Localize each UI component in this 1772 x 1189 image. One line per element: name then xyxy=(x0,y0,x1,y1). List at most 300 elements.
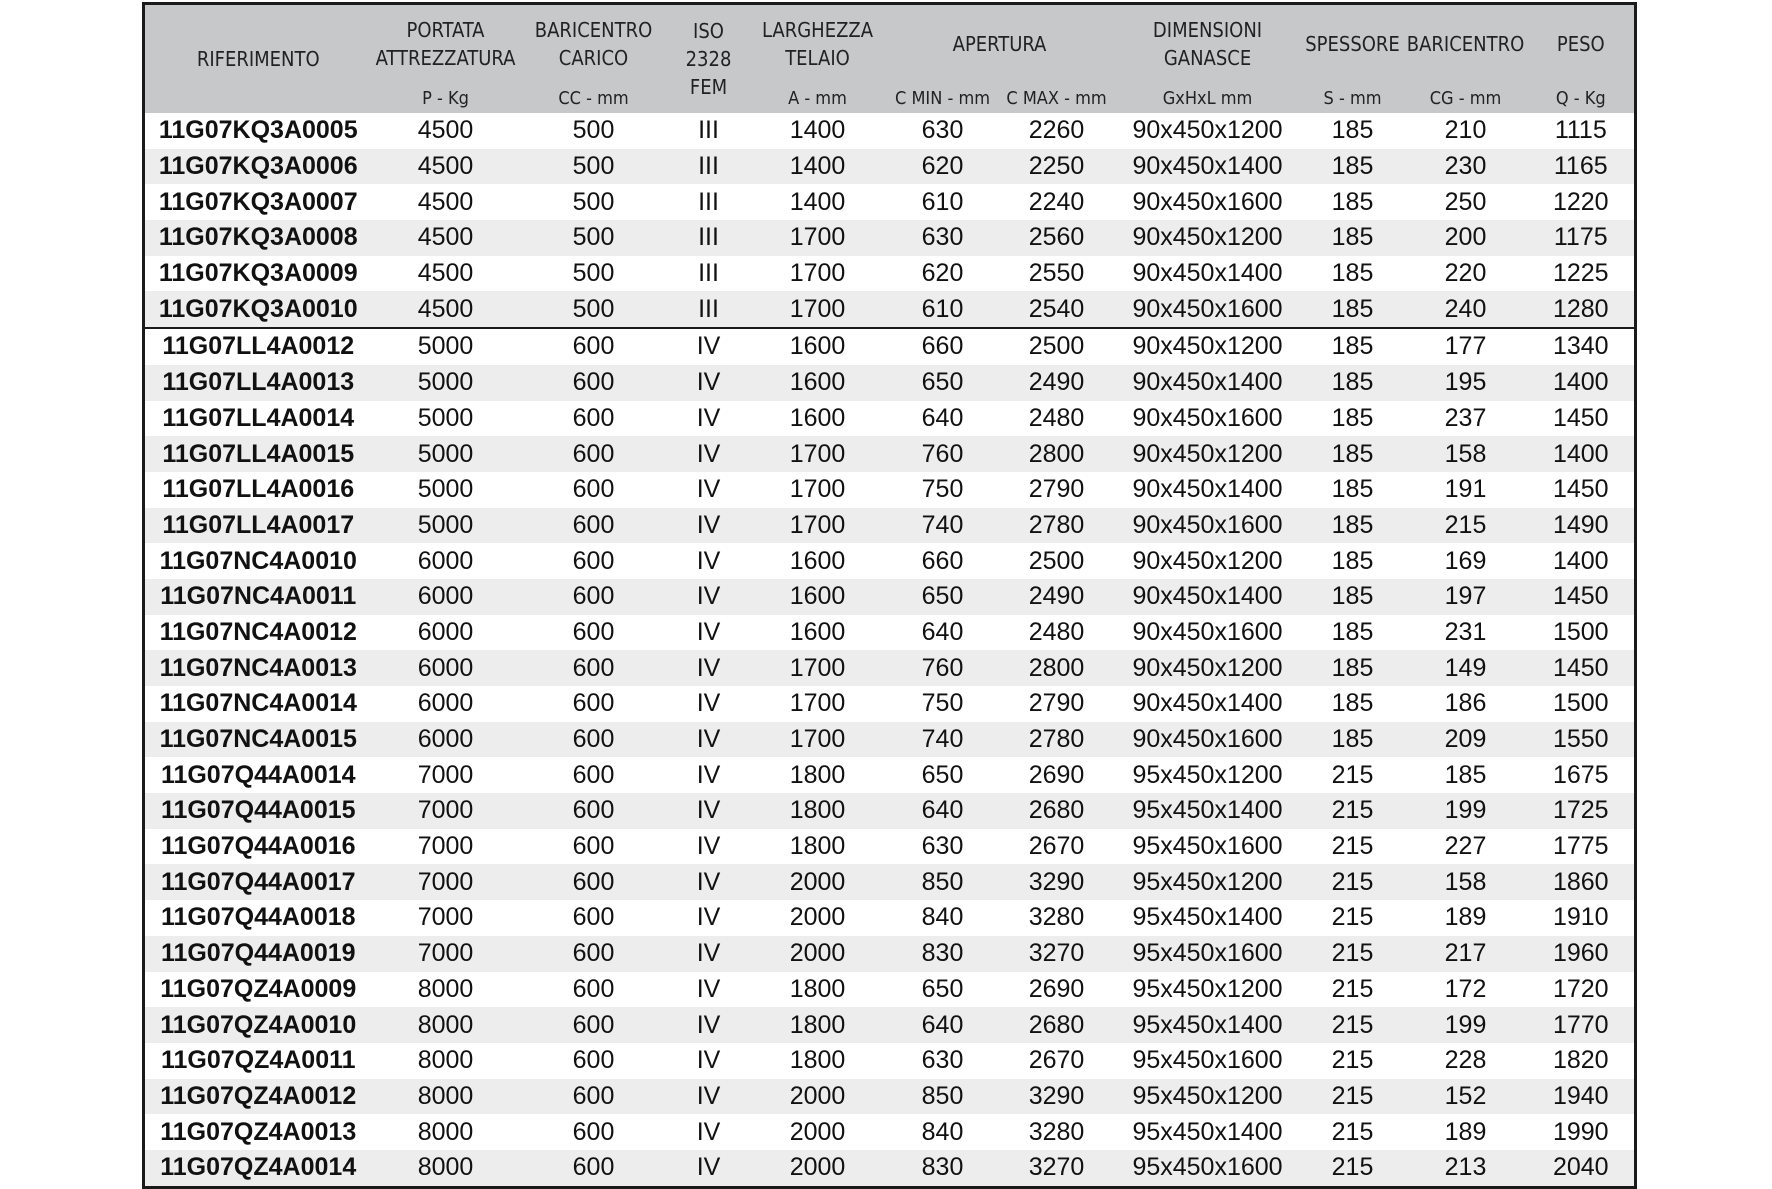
cell-cmax: 2490 xyxy=(1000,365,1114,401)
cell-portata: 4500 xyxy=(417,116,474,145)
cell-baricentro-carico: 600 xyxy=(572,546,615,575)
cell-dimensioni: 90x450x1400 xyxy=(1114,365,1302,401)
cell-spessore: 215 xyxy=(1302,864,1404,900)
cell-dimensioni: 90x450x1400 xyxy=(1114,579,1302,615)
cell-spessore: 185 xyxy=(1302,220,1404,256)
cell-larghezza: 1400 xyxy=(789,116,846,145)
cell-portata: 8000 xyxy=(372,1007,520,1043)
cell-baricentro: 149 xyxy=(1404,650,1528,686)
cell-spessore: 185 xyxy=(1302,291,1404,328)
cell-larghezza: 2000 xyxy=(750,864,886,900)
cell-cmax: 2480 xyxy=(1028,403,1085,432)
cell-cmin: 840 xyxy=(921,903,964,932)
cell-cmin: 850 xyxy=(886,864,1000,900)
cell-cmax: 2790 xyxy=(1028,689,1085,718)
cell-baricentro-carico: 600 xyxy=(572,617,615,646)
cell-cmax: 2500 xyxy=(1000,328,1114,365)
cell-riferimento: 11G07LL4A0016 xyxy=(162,475,355,504)
cell-baricentro-carico: 600 xyxy=(520,1007,668,1043)
cell-riferimento: 11G07NC4A0015 xyxy=(144,722,372,758)
cell-iso: IV xyxy=(668,793,750,829)
cell-riferimento: 11G07QZ4A0014 xyxy=(144,1150,372,1187)
cell-larghezza: 1600 xyxy=(750,365,886,401)
cell-riferimento: 11G07LL4A0015 xyxy=(144,436,372,472)
cell-peso: 1910 xyxy=(1552,903,1609,932)
cell-peso: 1450 xyxy=(1528,579,1636,615)
cell-spessore: 215 xyxy=(1302,1150,1404,1187)
table-row xyxy=(144,650,1636,686)
header-baricentro-carico xyxy=(520,4,668,84)
unit-dimensioni: GxHxL mm xyxy=(1114,83,1302,113)
cell-cmin: 750 xyxy=(921,475,964,504)
cell-riferimento: 11G07KQ3A0009 xyxy=(158,259,358,288)
cell-cmin: 650 xyxy=(886,579,1000,615)
cell-cmax: 2670 xyxy=(1028,832,1085,861)
cell-cmin: 650 xyxy=(921,760,964,789)
cell-baricentro-carico: 600 xyxy=(572,403,615,432)
cell-portata: 5000 xyxy=(372,508,520,544)
header-dimensioni xyxy=(1114,4,1302,84)
cell-spessore: 215 xyxy=(1302,936,1404,972)
header-larghezza-line2: TELAIO xyxy=(785,46,850,70)
cell-cmin: 660 xyxy=(921,546,964,575)
cell-iso: IV xyxy=(668,1150,750,1187)
cell-baricentro: 158 xyxy=(1404,864,1528,900)
table-row xyxy=(144,401,1636,437)
cell-peso: 1400 xyxy=(1552,546,1609,575)
cell-baricentro: 185 xyxy=(1444,760,1487,789)
header-iso-line3: FEM xyxy=(689,75,728,99)
header-baricentro-carico-line2: CARICO xyxy=(558,46,629,70)
cell-cmin: 610 xyxy=(886,291,1000,328)
cell-baricentro: 213 xyxy=(1404,1150,1528,1187)
cell-baricentro-carico: 600 xyxy=(572,760,615,789)
cell-spessore: 215 xyxy=(1302,1007,1404,1043)
cell-riferimento: 11G07Q44A0017 xyxy=(144,864,372,900)
cell-cmax: 2680 xyxy=(1000,793,1114,829)
cell-baricentro-carico: 500 xyxy=(572,187,615,216)
header-dimensioni-line1: DIMENSIONI xyxy=(1152,18,1263,42)
cell-baricentro-carico: 600 xyxy=(520,722,668,758)
cell-larghezza: 1700 xyxy=(750,722,886,758)
table-row xyxy=(144,184,1636,220)
cell-iso: IV xyxy=(668,328,750,365)
cell-baricentro-carico: 600 xyxy=(520,864,668,900)
cell-spessore: 185 xyxy=(1302,149,1404,185)
cell-larghezza: 1700 xyxy=(750,650,886,686)
cell-dimensioni: 95x450x1600 xyxy=(1114,936,1302,972)
cell-peso: 1775 xyxy=(1552,832,1609,861)
cell-cmin: 630 xyxy=(886,220,1000,256)
cell-larghezza: 1700 xyxy=(789,259,846,288)
cell-cmin: 740 xyxy=(886,722,1000,758)
cell-spessore: 185 xyxy=(1331,259,1374,288)
cell-cmin: 650 xyxy=(886,365,1000,401)
cell-cmax: 2260 xyxy=(1028,116,1085,145)
cell-baricentro-carico: 600 xyxy=(572,903,615,932)
cell-baricentro-carico: 600 xyxy=(520,650,668,686)
cell-iso: IV xyxy=(668,650,750,686)
cell-cmax: 3280 xyxy=(1028,1117,1085,1146)
cell-riferimento: 11G07Q44A0014 xyxy=(160,760,356,789)
table-row xyxy=(144,900,1636,936)
cell-peso: 1175 xyxy=(1528,220,1636,256)
cell-dimensioni: 90x450x1600 xyxy=(1114,291,1302,328)
table-row xyxy=(144,543,1636,579)
header-baricentro-carico-line1: BARICENTRO xyxy=(534,18,653,42)
cell-cmax: 3290 xyxy=(1000,1079,1114,1115)
cell-iso: IV xyxy=(668,864,750,900)
table-row xyxy=(144,436,1636,472)
cell-cmax: 2240 xyxy=(1028,187,1085,216)
table-row xyxy=(144,1007,1636,1043)
table-row xyxy=(144,113,1636,149)
unit-spessore: S - mm xyxy=(1302,83,1404,113)
cell-baricentro: 169 xyxy=(1444,546,1487,575)
cell-baricentro-carico: 600 xyxy=(520,1079,668,1115)
cell-cmin: 660 xyxy=(886,328,1000,365)
cell-baricentro: 231 xyxy=(1444,617,1487,646)
header-iso-line1: ISO xyxy=(693,19,724,43)
cell-baricentro-carico: 600 xyxy=(520,328,668,365)
cell-iso: IV xyxy=(696,832,721,861)
cell-cmin: 850 xyxy=(886,1079,1000,1115)
cell-cmax: 2490 xyxy=(1000,579,1114,615)
cell-cmax: 2250 xyxy=(1000,149,1114,185)
cell-spessore: 185 xyxy=(1331,403,1374,432)
cell-baricentro: 230 xyxy=(1404,149,1528,185)
cell-portata: 8000 xyxy=(417,974,474,1003)
cell-larghezza: 1800 xyxy=(789,832,846,861)
cell-dimensioni: 90x450x1600 xyxy=(1132,617,1283,646)
cell-cmin: 830 xyxy=(886,936,1000,972)
cell-larghezza: 1800 xyxy=(789,1046,846,1075)
cell-baricentro-carico: 600 xyxy=(520,936,668,972)
cell-portata: 8000 xyxy=(372,1079,520,1115)
cell-portata: 4500 xyxy=(372,149,520,185)
cell-larghezza: 2000 xyxy=(750,936,886,972)
table-row xyxy=(144,579,1636,615)
cell-portata: 5000 xyxy=(372,365,520,401)
cell-cmax: 2790 xyxy=(1028,475,1085,504)
cell-riferimento: 11G07Q44A0015 xyxy=(144,793,372,829)
cell-spessore: 185 xyxy=(1302,328,1404,365)
cell-baricentro: 227 xyxy=(1444,832,1487,861)
cell-riferimento: 11G07LL4A0013 xyxy=(144,365,372,401)
cell-peso: 1725 xyxy=(1528,793,1636,829)
cell-dimensioni: 95x450x1200 xyxy=(1114,864,1302,900)
cell-spessore: 215 xyxy=(1302,1079,1404,1115)
cell-portata: 7000 xyxy=(417,903,474,932)
table-row xyxy=(144,365,1636,401)
cell-peso: 1400 xyxy=(1528,365,1636,401)
cell-portata: 5000 xyxy=(417,475,474,504)
cell-iso: IV xyxy=(668,436,750,472)
cell-cmax: 2500 xyxy=(1028,546,1085,575)
cell-dimensioni: 95x450x1400 xyxy=(1114,793,1302,829)
cell-cmax: 2690 xyxy=(1028,974,1085,1003)
cell-peso: 1225 xyxy=(1552,259,1609,288)
cell-riferimento: 11G07Q44A0018 xyxy=(160,903,356,932)
cell-baricentro-carico: 600 xyxy=(520,365,668,401)
cell-dimensioni: 90x450x1200 xyxy=(1114,220,1302,256)
cell-cmin: 610 xyxy=(921,187,964,216)
cell-dimensioni: 95x450x1400 xyxy=(1114,1007,1302,1043)
unit-cmax: C MAX - mm xyxy=(1000,83,1114,113)
cell-riferimento: 11G07QZ4A0013 xyxy=(160,1117,357,1146)
cell-larghezza: 2000 xyxy=(789,1117,846,1146)
cell-portata: 6000 xyxy=(372,650,520,686)
cell-cmax: 2780 xyxy=(1000,722,1114,758)
cell-baricentro-carico: 500 xyxy=(520,220,668,256)
cell-portata: 6000 xyxy=(417,546,474,575)
cell-cmin: 630 xyxy=(921,832,964,861)
cell-larghezza: 1600 xyxy=(750,328,886,365)
cell-baricentro-carico: 500 xyxy=(572,116,615,145)
table-row xyxy=(144,508,1636,544)
table-row xyxy=(144,936,1636,972)
cell-spessore: 215 xyxy=(1331,903,1374,932)
cell-dimensioni: 95x450x1600 xyxy=(1132,832,1283,861)
cell-iso: IV xyxy=(668,936,750,972)
cell-spessore: 215 xyxy=(1302,793,1404,829)
cell-iso: IV xyxy=(696,689,721,718)
cell-iso: IV xyxy=(696,475,721,504)
cell-peso: 2040 xyxy=(1528,1150,1636,1187)
cell-dimensioni: 95x450x1200 xyxy=(1132,760,1283,789)
cell-dimensioni: 90x450x1400 xyxy=(1132,259,1283,288)
unit-portata: P - Kg xyxy=(372,83,520,113)
cell-portata: 7000 xyxy=(417,760,474,789)
cell-peso: 1940 xyxy=(1528,1079,1636,1115)
cell-baricentro: 177 xyxy=(1404,328,1528,365)
cell-larghezza: 1700 xyxy=(750,508,886,544)
cell-baricentro-carico: 600 xyxy=(520,436,668,472)
cell-dimensioni: 90x450x1600 xyxy=(1132,403,1283,432)
cell-larghezza: 1700 xyxy=(789,689,846,718)
cell-iso: III xyxy=(698,187,719,216)
cell-riferimento: 11G07QZ4A0010 xyxy=(144,1007,372,1043)
cell-baricentro: 228 xyxy=(1444,1046,1487,1075)
cell-portata: 5000 xyxy=(372,436,520,472)
cell-spessore: 185 xyxy=(1331,187,1374,216)
cell-dimensioni: 90x450x1400 xyxy=(1114,149,1302,185)
cell-cmin: 830 xyxy=(886,1150,1000,1187)
cell-portata: 4500 xyxy=(372,291,520,328)
cell-spessore: 185 xyxy=(1302,722,1404,758)
cell-cmin: 760 xyxy=(886,436,1000,472)
cell-larghezza: 2000 xyxy=(789,903,846,932)
cell-larghezza: 1600 xyxy=(789,617,846,646)
cell-larghezza: 1700 xyxy=(789,475,846,504)
cell-cmax: 3270 xyxy=(1000,936,1114,972)
cell-iso: IV xyxy=(668,365,750,401)
cell-baricentro: 250 xyxy=(1444,187,1487,216)
cell-spessore: 185 xyxy=(1331,617,1374,646)
cell-peso: 1450 xyxy=(1552,475,1609,504)
cell-peso: 1770 xyxy=(1528,1007,1636,1043)
cell-dimensioni: 90x450x1400 xyxy=(1132,475,1283,504)
header-portata-line1: PORTATA xyxy=(406,18,485,42)
cell-spessore: 215 xyxy=(1331,974,1374,1003)
header-baricentro: BARICENTRO xyxy=(1404,4,1528,84)
cell-larghezza: 1700 xyxy=(750,436,886,472)
cell-portata: 8000 xyxy=(372,1150,520,1187)
cell-baricentro: 197 xyxy=(1404,579,1528,615)
cell-spessore: 185 xyxy=(1331,475,1374,504)
cell-baricentro-carico: 500 xyxy=(520,291,668,328)
cell-larghezza: 1800 xyxy=(789,760,846,789)
cell-portata: 4500 xyxy=(417,187,474,216)
cell-baricentro-carico: 500 xyxy=(572,259,615,288)
cell-baricentro: 209 xyxy=(1404,722,1528,758)
cell-portata: 8000 xyxy=(417,1046,474,1075)
table-row xyxy=(144,149,1636,185)
table-row xyxy=(144,972,1636,1008)
cell-larghezza: 1600 xyxy=(789,403,846,432)
cell-portata: 7000 xyxy=(372,864,520,900)
cell-baricentro: 215 xyxy=(1404,508,1528,544)
cell-riferimento: 11G07NC4A0011 xyxy=(144,579,372,615)
header-riferimento: RIFERIMENTO xyxy=(144,4,372,114)
cell-baricentro-carico: 600 xyxy=(572,1046,615,1075)
cell-cmin: 760 xyxy=(886,650,1000,686)
cell-baricentro-carico: 600 xyxy=(572,974,615,1003)
cell-peso: 1450 xyxy=(1552,403,1609,432)
unit-larghezza: A - mm xyxy=(750,83,886,113)
cell-spessore: 185 xyxy=(1302,508,1404,544)
cell-cmax: 2550 xyxy=(1028,259,1085,288)
cell-baricentro: 189 xyxy=(1444,903,1487,932)
cell-iso: IV xyxy=(668,1007,750,1043)
cell-dimensioni: 95x450x1600 xyxy=(1114,1150,1302,1187)
cell-spessore: 215 xyxy=(1331,760,1374,789)
table-row xyxy=(144,220,1636,256)
cell-peso: 1450 xyxy=(1528,650,1636,686)
cell-spessore: 185 xyxy=(1331,546,1374,575)
cell-portata: 7000 xyxy=(372,793,520,829)
cell-baricentro: 172 xyxy=(1444,974,1487,1003)
cell-baricentro-carico: 500 xyxy=(520,149,668,185)
cell-iso: IV xyxy=(696,1046,721,1075)
cell-riferimento: 11G07Q44A0016 xyxy=(160,832,356,861)
cell-iso: IV xyxy=(696,403,721,432)
table-row xyxy=(144,1079,1636,1115)
cell-iso: IV xyxy=(668,722,750,758)
cell-cmax: 2800 xyxy=(1000,650,1114,686)
table-row xyxy=(144,472,1636,508)
cell-riferimento: 11G07LL4A0012 xyxy=(144,328,372,365)
cell-portata: 8000 xyxy=(417,1117,474,1146)
cell-riferimento: 11G07NC4A0013 xyxy=(144,650,372,686)
cell-baricentro: 195 xyxy=(1404,365,1528,401)
cell-portata: 6000 xyxy=(417,617,474,646)
cell-spessore: 185 xyxy=(1331,689,1374,718)
cell-spessore: 185 xyxy=(1302,650,1404,686)
cell-baricentro: 186 xyxy=(1444,689,1487,718)
cell-peso: 1490 xyxy=(1528,508,1636,544)
cell-peso: 1400 xyxy=(1528,436,1636,472)
cell-portata: 4500 xyxy=(372,220,520,256)
cell-portata: 5000 xyxy=(417,403,474,432)
unit-baricentro-carico: CC - mm xyxy=(520,83,668,113)
unit-peso: Q - Kg xyxy=(1528,83,1636,113)
table-row xyxy=(144,757,1636,793)
cell-iso: III xyxy=(668,149,750,185)
unit-cmin: C MIN - mm xyxy=(886,83,1000,113)
cell-peso: 1500 xyxy=(1552,617,1609,646)
cell-peso: 1165 xyxy=(1528,149,1636,185)
cell-baricentro: 158 xyxy=(1404,436,1528,472)
cell-dimensioni: 90x450x1200 xyxy=(1114,650,1302,686)
table-row xyxy=(144,291,1636,328)
cell-iso: IV xyxy=(696,1117,721,1146)
cell-dimensioni: 90x450x1200 xyxy=(1132,546,1283,575)
cell-portata: 6000 xyxy=(417,689,474,718)
cell-riferimento: 11G07NC4A0014 xyxy=(159,689,357,718)
cell-larghezza: 1400 xyxy=(750,149,886,185)
cell-riferimento: 11G07Q44A0019 xyxy=(144,936,372,972)
cell-larghezza: 2000 xyxy=(750,1150,886,1187)
cell-cmin: 640 xyxy=(886,793,1000,829)
cell-larghezza: 1700 xyxy=(750,220,886,256)
cell-dimensioni: 95x450x1400 xyxy=(1132,903,1283,932)
cell-baricentro: 240 xyxy=(1404,291,1528,328)
cell-riferimento: 11G07QZ4A0012 xyxy=(144,1079,372,1115)
header-iso xyxy=(668,4,750,114)
cell-spessore: 215 xyxy=(1331,832,1374,861)
cell-iso: IV xyxy=(696,760,721,789)
cell-iso: IV xyxy=(696,974,721,1003)
cell-cmin: 630 xyxy=(921,116,964,145)
cell-cmin: 640 xyxy=(886,1007,1000,1043)
cell-peso: 1280 xyxy=(1528,291,1636,328)
header-spessore: SPESSORE xyxy=(1302,4,1404,84)
cell-riferimento: 11G07KQ3A0006 xyxy=(144,149,372,185)
cell-larghezza: 2000 xyxy=(750,1079,886,1115)
cell-peso: 1720 xyxy=(1552,974,1609,1003)
cell-peso: 1820 xyxy=(1552,1046,1609,1075)
cell-dimensioni: 90x450x1600 xyxy=(1132,187,1283,216)
cell-larghezza: 1600 xyxy=(789,546,846,575)
cell-dimensioni: 95x450x1200 xyxy=(1132,974,1283,1003)
cell-riferimento: 11G07QZ4A0011 xyxy=(160,1046,356,1075)
cell-baricentro: 189 xyxy=(1444,1117,1487,1146)
cell-cmin: 740 xyxy=(886,508,1000,544)
cell-larghezza: 1800 xyxy=(750,793,886,829)
cell-cmin: 630 xyxy=(921,1046,964,1075)
cell-baricentro: 152 xyxy=(1404,1079,1528,1115)
cell-larghezza: 1700 xyxy=(750,291,886,328)
cell-riferimento: 11G07KQ3A0007 xyxy=(158,187,358,216)
cell-portata: 5000 xyxy=(372,328,520,365)
cell-baricentro-carico: 600 xyxy=(520,1150,668,1187)
cell-larghezza: 1800 xyxy=(789,974,846,1003)
table-row xyxy=(144,686,1636,722)
cell-baricentro-carico: 600 xyxy=(572,1117,615,1146)
cell-peso: 1115 xyxy=(1554,116,1607,145)
cell-peso: 1960 xyxy=(1528,936,1636,972)
cell-iso: III xyxy=(698,259,719,288)
cell-dimensioni: 95x450x1600 xyxy=(1132,1046,1283,1075)
cell-baricentro-carico: 600 xyxy=(572,475,615,504)
cell-riferimento: 11G07NC4A0010 xyxy=(159,546,357,575)
cell-cmax: 3290 xyxy=(1000,864,1114,900)
cell-dimensioni: 95x450x1200 xyxy=(1114,1079,1302,1115)
cell-spessore: 185 xyxy=(1302,365,1404,401)
cell-baricentro-carico: 600 xyxy=(520,508,668,544)
cell-cmin: 620 xyxy=(886,149,1000,185)
